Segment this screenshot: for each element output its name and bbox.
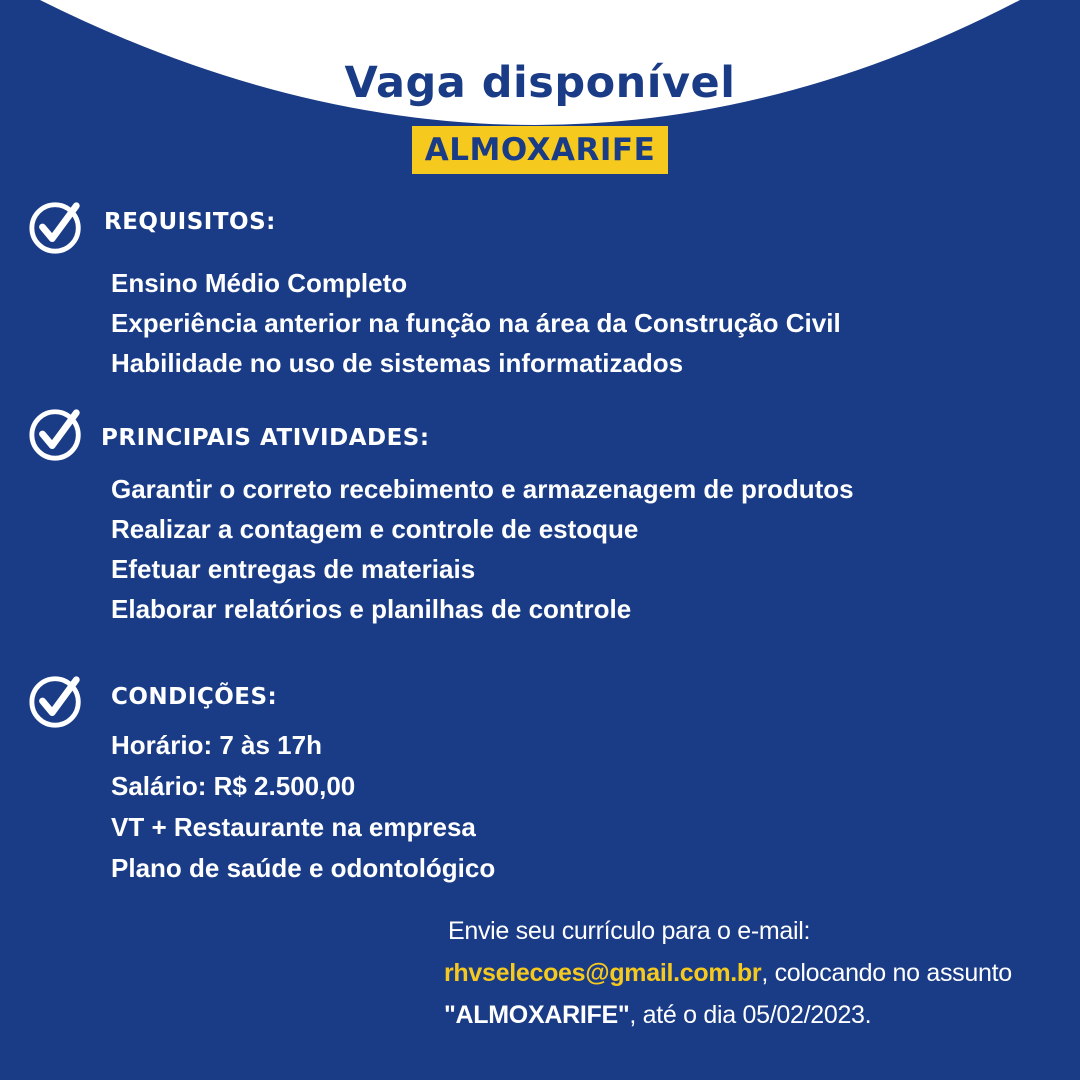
footer-line-3-suffix: , até o dia 05/02/2023. xyxy=(629,1001,872,1029)
list-item: Realizar a contagem e controle de estoque xyxy=(111,514,639,544)
list-item: VT + Restaurante na empresa xyxy=(111,812,476,842)
position-badge: ALMOXARIFE xyxy=(412,126,669,174)
footer-line-3 xyxy=(444,994,1012,1036)
list-item: Experiência anterior na função na área da Construção Civil xyxy=(111,308,841,338)
contact-email-link[interactable]: rhvselecoes@gmail.com.br xyxy=(444,959,762,987)
list-item: Garantir o correto recebimento e armazenagem de produtos xyxy=(111,474,854,504)
list-item: Plano de saúde e odontológico xyxy=(111,853,496,883)
application-instructions xyxy=(444,910,1012,1036)
list-item: Habilidade no uso de sistemas informatizados xyxy=(111,348,684,378)
position-badge-wrapper xyxy=(0,126,1080,174)
footer-line-1: Envie seu currículo para o e-mail: xyxy=(448,917,811,945)
check-circle-icon xyxy=(28,405,86,463)
check-circle-icon xyxy=(28,672,86,730)
requisitos-list xyxy=(111,263,841,383)
email-subject: "ALMOXARIFE" xyxy=(444,1001,630,1029)
section-title-requisitos: REQUISITOS: xyxy=(104,209,276,235)
check-circle-icon xyxy=(28,198,86,256)
list-item: Horário: 7 às 17h xyxy=(111,730,322,760)
footer-line-2-suffix: , colocando no assunto xyxy=(761,959,1012,987)
list-item: Efetuar entregas de materiais xyxy=(111,554,476,584)
section-title-atividades: PRINCIPAIS ATIVIDADES: xyxy=(101,425,430,451)
list-item: Salário: R$ 2.500,00 xyxy=(111,771,356,801)
footer-line-2 xyxy=(444,952,1012,994)
page-title: Vaga disponível xyxy=(344,58,736,108)
list-item: Ensino Médio Completo xyxy=(111,268,408,298)
list-item: Elaborar relatórios e planilhas de controle xyxy=(111,594,632,624)
section-title-condicoes: CONDIÇÕES: xyxy=(111,684,278,710)
atividades-list xyxy=(111,469,854,629)
condicoes-list xyxy=(111,725,495,889)
